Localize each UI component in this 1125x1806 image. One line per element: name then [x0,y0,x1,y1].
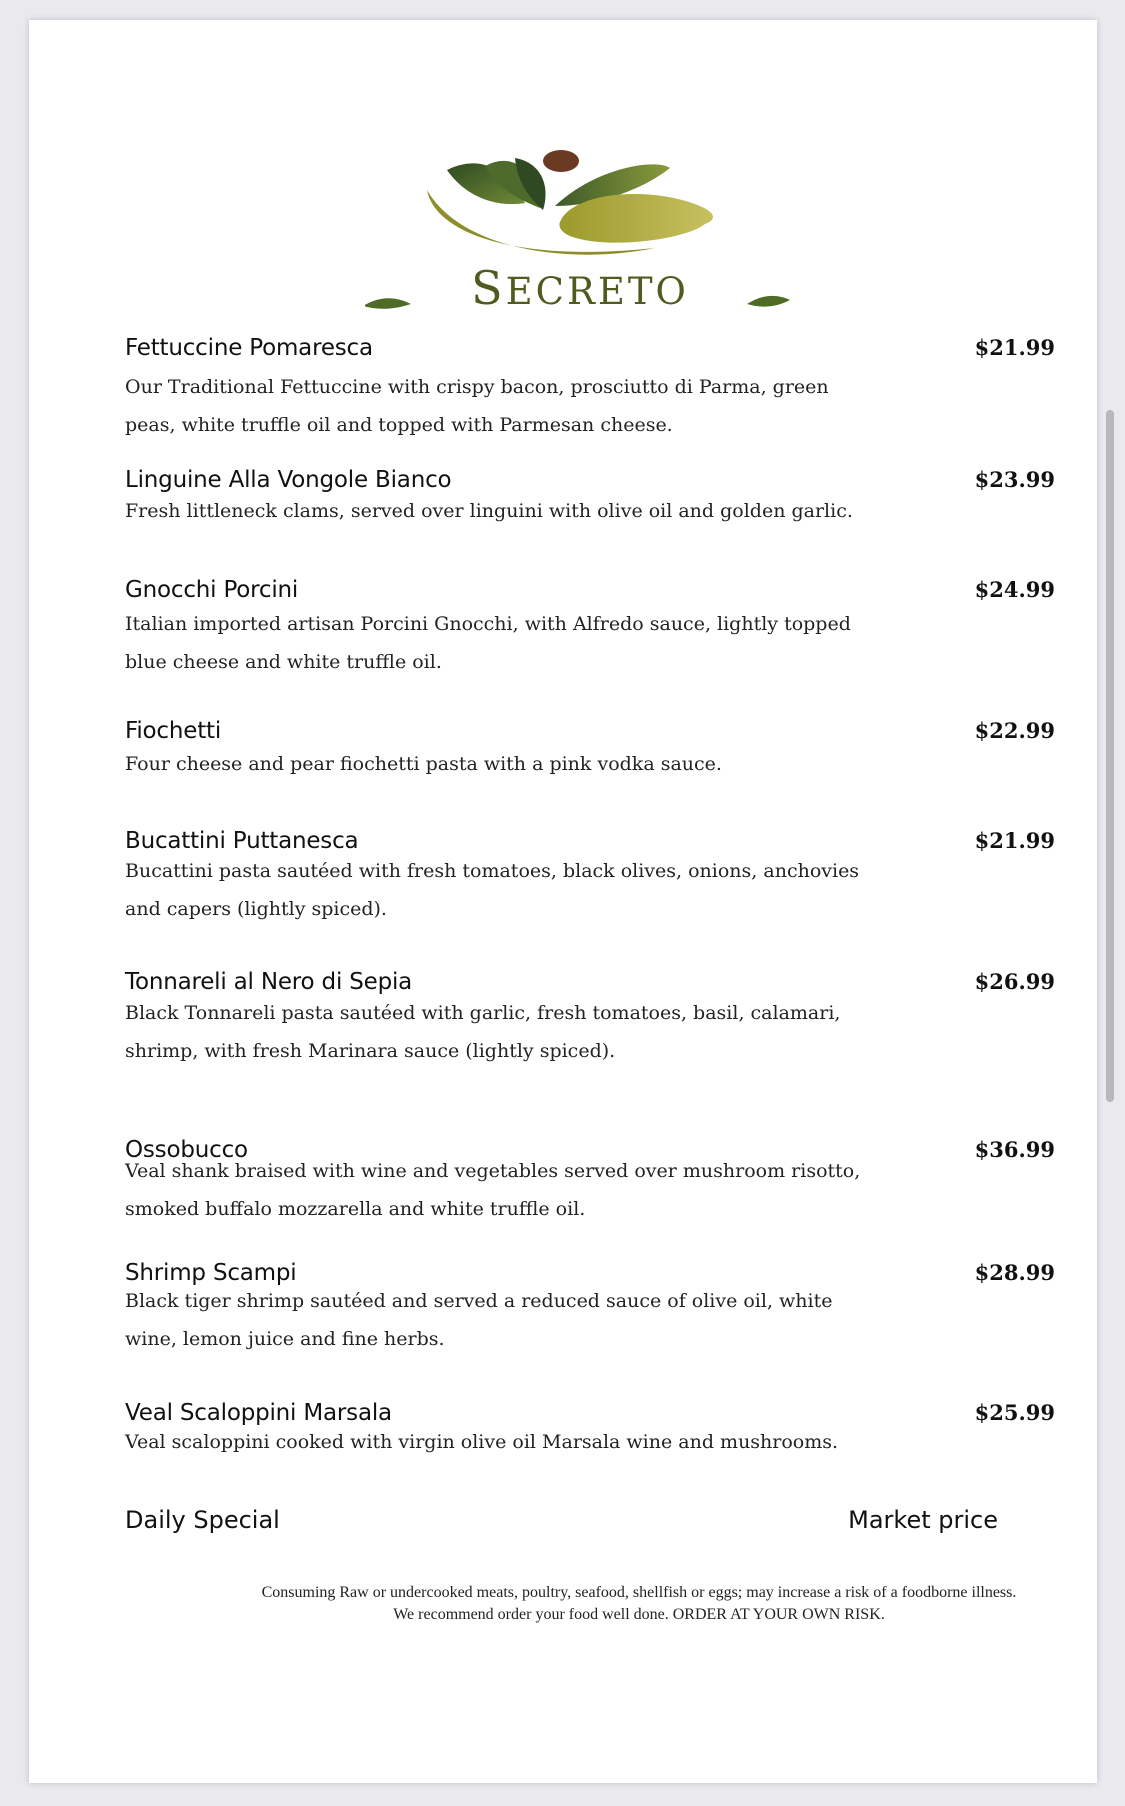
vertical-scrollbar[interactable] [1106,410,1114,1102]
item-description: Veal scaloppini cooked with virgin olive oil Marsala wine and mushrooms. [125,1431,839,1453]
item-name: Fiochetti [125,718,222,744]
logo-wordmark: SECRETO [471,261,689,315]
item-price: $25.99 [974,1400,1055,1425]
daily-special-label: Daily Special [125,1506,280,1534]
item-name: Linguine Alla Vongole Bianco [125,467,452,493]
item-description: Fresh littleneck clams, served over linguini with olive oil and golden garlic. [125,500,853,522]
secreto-logo [365,128,795,328]
item-price: $36.99 [974,1137,1055,1162]
item-description: Bucattini pasta sautéed with fresh tomatoes, black olives, onions, anchovies and capers (lightly spiced). [125,860,860,920]
item-price: $22.99 [974,718,1055,743]
item-price: $24.99 [974,577,1055,602]
daily-special-price: Market price [848,1506,998,1534]
item-description: Black tiger shrimp sautéed and served a reduced sauce of olive oil, white wine, lemon juice and fine herbs. [125,1290,833,1350]
disclaimer-line-1: Consuming Raw or undercooked meats, poultry, seafood, shellfish or eggs; may increase a risk of a foodborne illness. [261,1584,1017,1601]
food-safety-disclaimer [189,1582,1089,1626]
item-price: $26.99 [974,969,1055,994]
item-name: Gnocchi Porcini [125,577,299,603]
item-description: Italian imported artisan Porcini Gnocchi, with Alfredo sauce, lightly topped blue cheese and white truffle oil. [125,613,851,673]
menu-page [29,20,1097,1783]
item-name: Bucattini Puttanesca [125,828,359,854]
item-name: Ossobucco [125,1137,248,1163]
item-description: Black Tonnareli pasta sautéed with garlic, fresh tomatoes, basil, calamari, shrimp, with fresh Marinara sauce (lightly spiced). [125,1002,841,1062]
disclaimer-line-2: We recommend order your food well done. ORDER AT YOUR OWN RISK. [393,1606,885,1623]
item-price: $21.99 [974,828,1055,853]
item-description: Our Traditional Fettuccine with crispy bacon, prosciutto di Parma, green peas, white truffle oil and topped with Parmesan cheese. [125,376,829,436]
item-description: Veal shank braised with wine and vegetables served over mushroom risotto, smoked buffalo mozzarella and white truffle oil. [125,1160,861,1220]
item-name: Shrimp Scampi [125,1260,297,1286]
item-name: Fettuccine Pomaresca [125,335,373,361]
item-name: Veal Scaloppini Marsala [125,1400,392,1426]
item-price: $21.99 [974,335,1055,360]
item-price: $23.99 [974,467,1055,492]
item-price: $28.99 [974,1260,1055,1285]
item-name: Tonnareli al Nero di Sepia [125,969,413,995]
item-description: Four cheese and pear fiochetti pasta with a pink vodka sauce. [125,753,722,775]
page-bottom-margin [0,1793,1125,1806]
